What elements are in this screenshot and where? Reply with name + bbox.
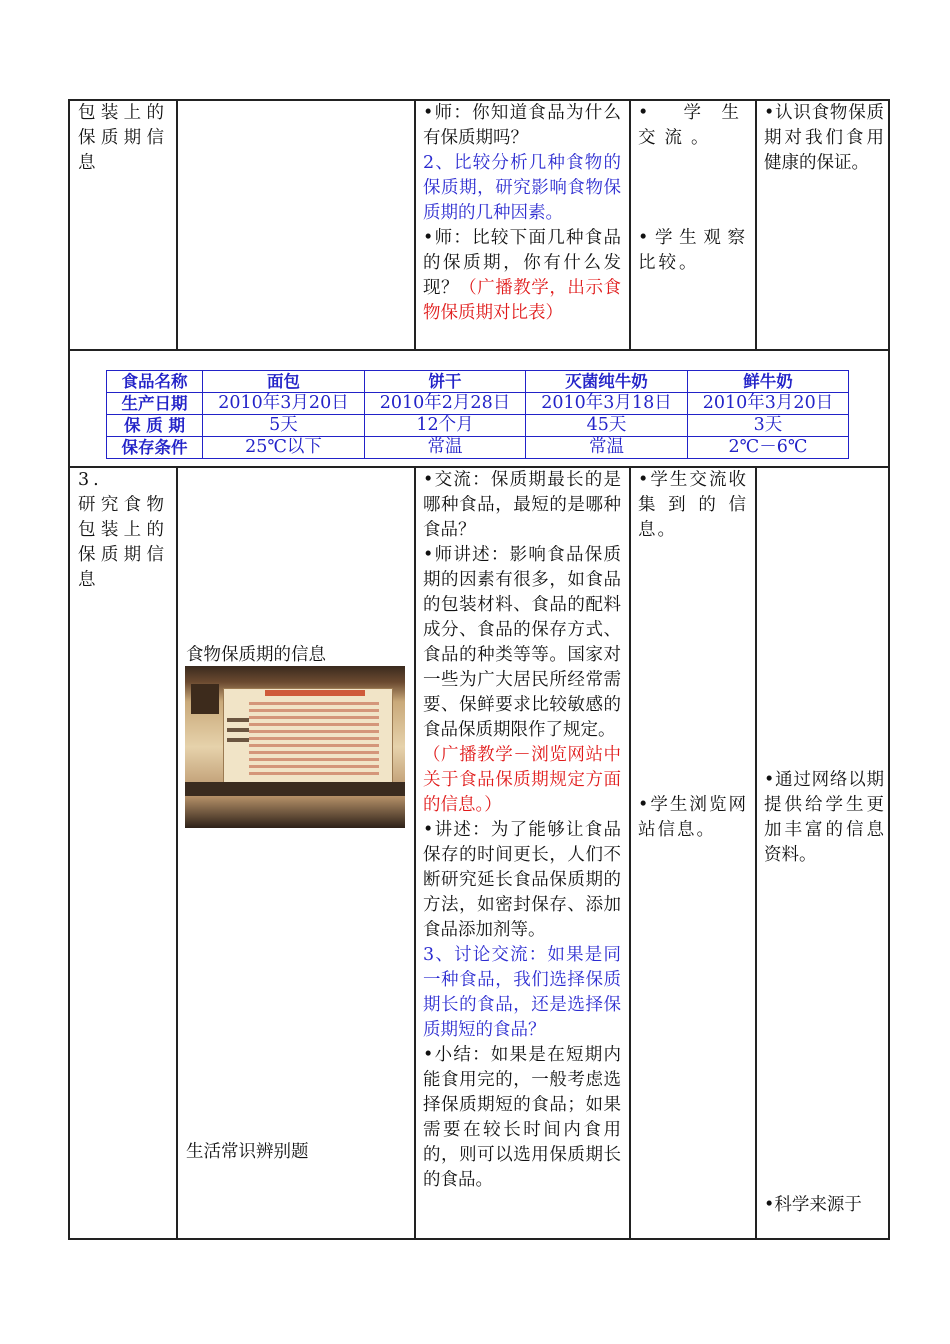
teacher-question-2: •师：比较下面几种食品的保质期，你有什么发现？ <box>423 228 621 298</box>
teacher-summary: •小结：如果是在短期内能食用完的，一般考虑选择保质期短的食品；如果需要在较长时间内食用的，则可以选用保质期长的食品。 <box>423 1045 621 1190</box>
food-table-row <box>107 415 849 437</box>
food-table-header: 鲜牛奶 <box>688 371 849 393</box>
topic-cell-top <box>78 101 168 176</box>
topic-text: 研究食物包装上的保质期信息 <box>78 495 168 590</box>
food-shelf-life-table <box>106 370 849 459</box>
topic-text: 包装上的保质期信息 <box>78 103 168 173</box>
teacher-question-1: •师：你知道食品为什么有保质期吗？ <box>423 103 621 148</box>
student-cell-bottom <box>638 468 748 843</box>
food-table-cell: 2℃－6℃ <box>688 437 849 459</box>
broadcast-note-2: （广播教学－浏览网站中关于食品保质期规定方面的信息。） <box>423 745 621 815</box>
col-line-4b <box>755 466 757 1239</box>
resource-label-1: 食物保质期的信息 <box>186 645 326 665</box>
intent-cell-top <box>764 101 884 176</box>
teacher-cell-top <box>423 101 621 326</box>
teacher-lecture: •师讲述：影响食品保质期的因素有很多，如食品的包装材料、食品的配料成分、食品的保存方式、食品的种类等等。国家对一些为广大居民所经常需要、保鲜要求比较敏感的食品保质期限作了规定。 <box>423 545 621 740</box>
teacher-cell-bottom <box>423 468 621 1193</box>
intent-science: •科学来源于 <box>764 1195 862 1215</box>
student-activity-4: •学生浏览网站信息。 <box>638 795 748 840</box>
food-table-cell: 45天 <box>526 415 688 437</box>
intent-cell-bottom <box>764 468 884 1218</box>
food-table-cell: 2010年2月28日 <box>365 393 526 415</box>
food-table-row-label: 保 质 期 <box>107 415 203 437</box>
food-table-cell: 25℃以下 <box>203 437 365 459</box>
col-line-3a <box>629 99 631 350</box>
website-screenshot-image <box>185 666 405 828</box>
student-cell-top <box>638 101 748 276</box>
food-table-cell: 常温 <box>365 437 526 459</box>
food-table-cell: 2010年3月20日 <box>203 393 365 415</box>
food-table-cell: 2010年3月20日 <box>688 393 849 415</box>
intent-network: •通过网络以期提供给学生更加丰富的信息资料。 <box>764 770 884 865</box>
student-activity-1: • 学生交流。 <box>638 103 748 148</box>
col-line-2a <box>414 99 416 350</box>
food-table-cell: 常温 <box>526 437 688 459</box>
food-table-header-row <box>107 371 849 393</box>
teacher-exchange: •交流：保质期最长的是哪种食品，最短的是哪种食品？ <box>423 470 621 540</box>
food-table-row <box>107 393 849 415</box>
col-line-4a <box>755 99 757 350</box>
row-divider-1 <box>68 349 890 351</box>
table-border-left <box>68 99 70 1239</box>
food-table-header: 面包 <box>203 371 365 393</box>
topic-number: 3. <box>78 470 103 490</box>
food-table-row-label: 生产日期 <box>107 393 203 415</box>
food-table-header: 食品名称 <box>107 371 203 393</box>
student-activity-3: •学生交流收集到的信息。 <box>638 470 748 540</box>
col-line-1b <box>176 466 178 1239</box>
food-table-row <box>107 437 849 459</box>
intent-text-top: •认识食物保质期对我们食用健康的保证。 <box>764 103 884 173</box>
food-table-cell: 3天 <box>688 415 849 437</box>
food-table-header: 灭菌纯牛奶 <box>526 371 688 393</box>
col-line-1a <box>176 99 178 350</box>
table-border-right <box>888 99 890 1239</box>
food-table-cell: 2010年3月18日 <box>526 393 688 415</box>
step-3: 3、讨论交流：如果是同一种食品，我们选择保质期长的食品，还是选择保质期短的食品？ <box>423 945 621 1040</box>
table-border-bottom <box>68 1238 890 1240</box>
student-activity-2: •学生观察比较。 <box>638 228 748 273</box>
topic-cell-bottom <box>78 468 168 593</box>
food-table-row-label: 保存条件 <box>107 437 203 459</box>
food-table-cell: 12个月 <box>365 415 526 437</box>
teacher-explain: •讲述：为了能够让食品保存的时间更长，人们不断研究延长食品保质期的方法，如密封保存、添加食品添加剂等。 <box>423 820 621 940</box>
broadcast-note-1: （广播教学，出示食物保质期对比表） <box>423 278 622 323</box>
resource-label-2: 生活常识辨别题 <box>186 1142 309 1162</box>
col-line-2b <box>414 466 416 1239</box>
food-table-cell: 5天 <box>203 415 365 437</box>
col-line-3b <box>629 466 631 1239</box>
food-table-header: 饼干 <box>365 371 526 393</box>
step-2: 2、比较分析几种食物的保质期，研究影响食物保质期的几种因素。 <box>423 153 621 223</box>
